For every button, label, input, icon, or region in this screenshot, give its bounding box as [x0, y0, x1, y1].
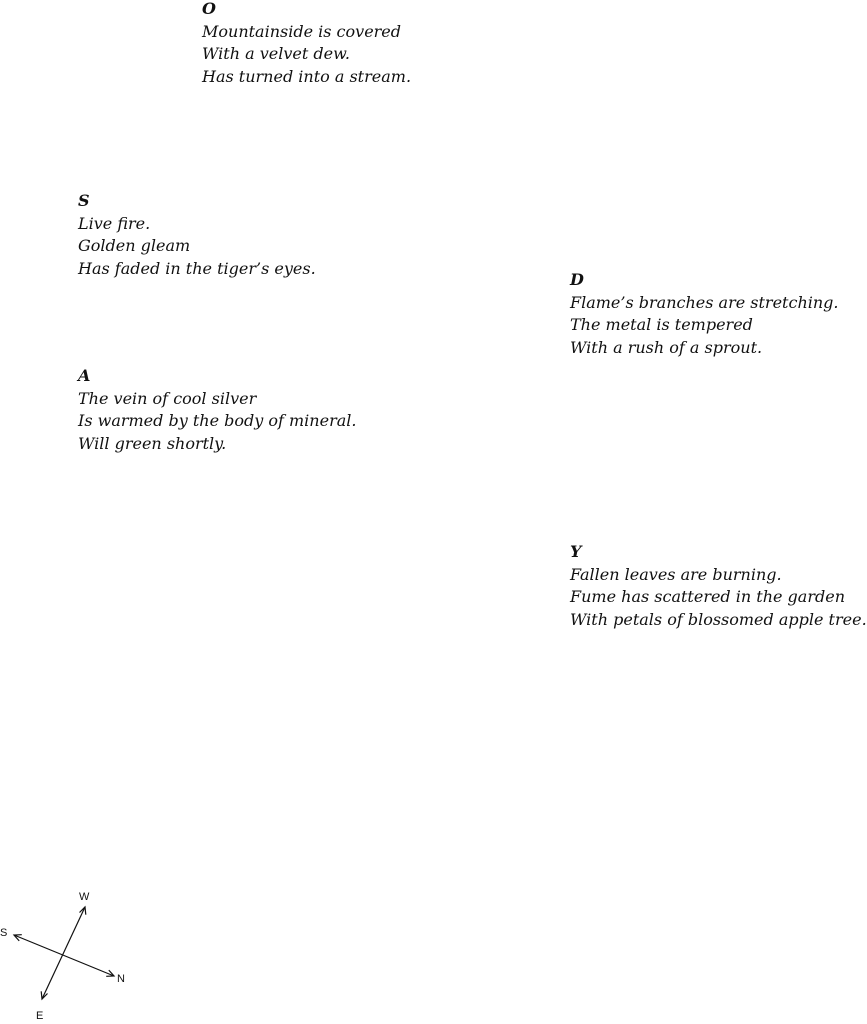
stanza-d-letter: D: [570, 270, 584, 289]
stanza-a-letter: A: [78, 366, 91, 385]
compass-label-e: E: [36, 1010, 44, 1022]
compass-rose: [0, 880, 140, 1024]
stanza-o-letter: O: [202, 0, 216, 18]
stanza-d-line-1: Flame’s branches are stretching.: [570, 292, 839, 312]
compass-sn-axis: [14, 935, 114, 976]
stanza-a-line-2: Is warmed by the body of mineral.: [78, 411, 357, 430]
compass-label-s: S: [0, 927, 8, 939]
compass-label-n: N: [117, 973, 125, 985]
stanza-o-line-2: With a velvet dew.: [202, 44, 350, 63]
stanza-y-line-2: Fume has scattered in the garden: [570, 587, 845, 606]
stanza-y-line-1: Fallen leaves are burning.: [570, 564, 782, 584]
stanza-s-line-2: Golden gleam: [78, 236, 191, 255]
stanza-a: [78, 365, 356, 455]
stanza-o-line-3: Has turned into a stream.: [202, 66, 412, 86]
stanza-o: [202, 0, 411, 88]
stanza-s-letter: S: [78, 191, 90, 210]
compass-label-w: W: [79, 891, 90, 903]
stanza-a-line-1: The vein of cool silver: [78, 388, 257, 408]
stanza-s-line-1: Live fire.: [78, 213, 151, 233]
stanza-a-line-3: Will green shortly.: [78, 433, 227, 453]
stanza-d: [570, 269, 839, 359]
stanza-d-line-3: With a rush of a sprout.: [570, 337, 763, 357]
compass-we-axis: [42, 907, 85, 999]
stanza-y-letter: Y: [570, 542, 582, 561]
stanza-y-line-3: With petals of blossomed apple tree.: [570, 609, 867, 629]
stanza-d-line-2: The metal is tempered: [570, 315, 753, 334]
stanza-y: [570, 541, 867, 631]
stanza-s-line-3: Has faded in the tiger’s eyes.: [78, 258, 316, 278]
stanza-s: [78, 190, 316, 280]
stanza-o-line-1: Mountainside is covered: [202, 21, 402, 41]
